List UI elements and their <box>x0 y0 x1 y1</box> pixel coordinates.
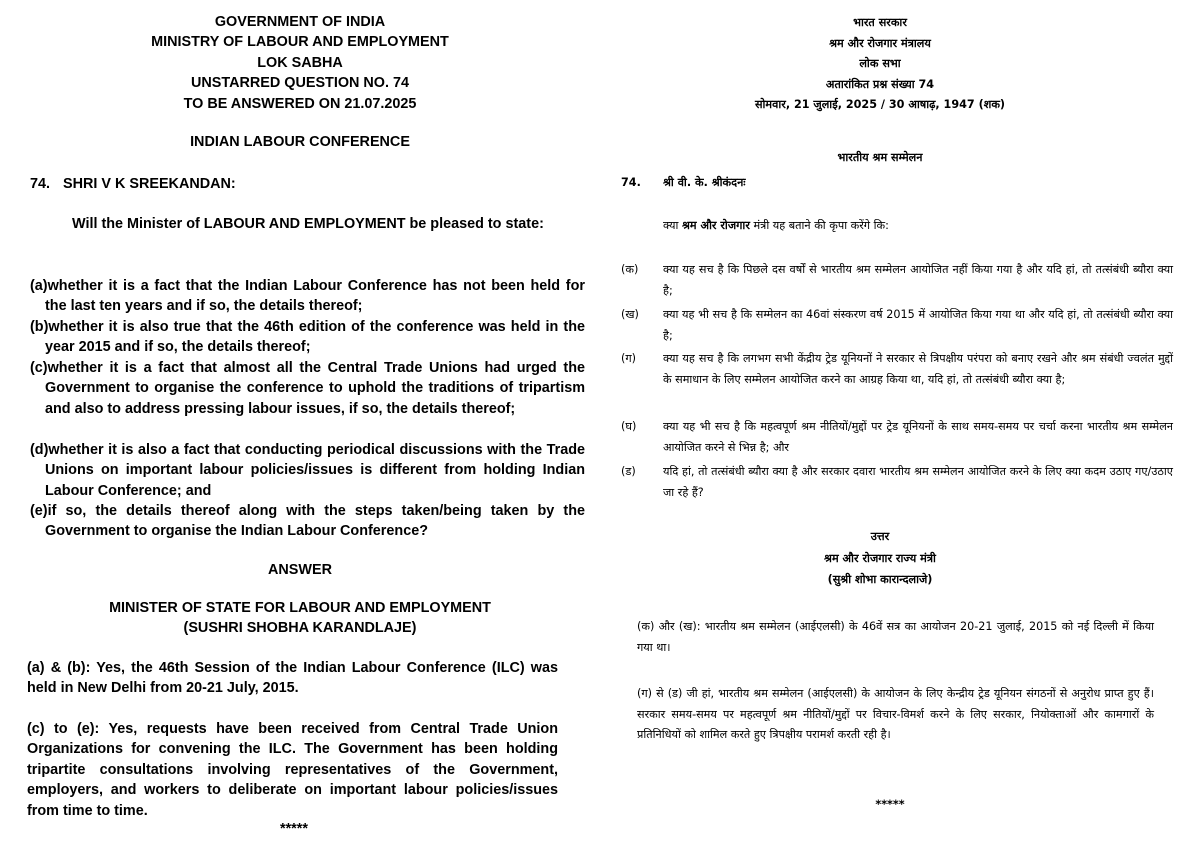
hindi-minister-title: श्रम और रोजगार राज्य मंत्री <box>824 552 936 565</box>
hindi-intro-pre: क्या <box>663 219 682 232</box>
english-minister <box>0 598 600 639</box>
hindi-minister-name: (सुश्री शोभा कारान्दलाजे) <box>827 572 933 586</box>
english-answer-a-b: (a) & (b): Yes, the 46th Session of the Indian Labour Conference (ILC) was held in New Delhi from 20-21 July, 2015. <box>27 660 558 697</box>
hindi-answer-ga-da: (ग) से (ड) जी हां, भारतीय श्रम सम्मेलन (आईएलसी) के आयोजन के लिए केन्द्रीय ट्रेड यूनियन संगठनों से अनुरोध प्राप्त हुए हैं। सरकार समय-समय पर महत्वपूर्ण श्रम नीतियों/मुद्दों पर विचार-विमर्श करने के लिए सरकार, नियोक्ताओं और कामगारों के प्रतिनिधियों को शामिल करते हुए त्रिपक्षीय परामर्श करती रही है। <box>637 687 1154 742</box>
hindi-header-question-number: अतारांकित प्रश्न संख्या 74 <box>825 77 935 91</box>
english-minister-title: MINISTER OF STATE FOR LABOUR AND EMPLOYMENT <box>109 600 491 616</box>
hindi-end-mark: ***** <box>875 798 905 811</box>
english-minister-name: (SUSHRI SHOBHA KARANDLAJE) <box>183 620 417 637</box>
hindi-question-label: (ग) <box>621 352 637 365</box>
header-house: LOK SABHA <box>257 54 343 71</box>
hindi-question-label: (ड) <box>621 465 636 478</box>
header-government: GOVERNMENT OF INDIA <box>214 14 386 30</box>
hindi-question-label: (ख) <box>621 308 639 321</box>
english-header <box>0 12 600 114</box>
hindi-header-date: सोमवार, 21 जुलाई, 2025 / 30 आषाढ़, 1947 (शक) <box>754 98 1006 112</box>
english-question-d: (d)whether it is also a fact that conducting periodical discussions with the Trade Unions on important labour policies/issues is different from holding Indian Labour Conference; and <box>30 442 585 499</box>
hindi-title: भारतीय श्रम सम्मेलन <box>837 151 923 164</box>
hindi-header-house: लोक सभा <box>859 57 901 71</box>
hindi-question-number: 74. <box>621 176 641 189</box>
hindi-member-name: श्री वी. के. श्रीकंदनः <box>663 176 746 189</box>
hindi-question-text: क्या यह भी सच है कि महत्वपूर्ण श्रम नीतियों/मुद्दों पर ट्रेड यूनियनों के साथ समय-समय पर चर्चा करना भारतीय श्रम सम्मेलन आयोजित करने से भिन्न है; और <box>663 420 1173 454</box>
hindi-column <box>600 0 1200 846</box>
hindi-question-label: (क) <box>621 263 639 276</box>
hindi-intro <box>663 216 889 237</box>
english-question-number: 74. <box>30 176 51 192</box>
header-question-number: UNSTARRED QUESTION NO. 74 <box>190 75 410 92</box>
hindi-intro-post: मंत्री यह बताने की कृपा करेंगे कि: <box>749 219 889 232</box>
english-end-mark: ***** <box>279 821 308 837</box>
english-member-name: SHRI V K SREEKANDAN: <box>63 176 236 192</box>
hindi-header-government: भारत सरकार <box>853 16 907 29</box>
hindi-answer-heading: उत्तर <box>870 530 890 543</box>
english-question-b: (b)whether it is also true that the 46th edition of the conference was held in the year 2015 and if so, the details thereof; <box>30 319 585 356</box>
hindi-question-text: क्या यह सच है कि लगभग सभी केंद्रीय ट्रेड यूनियनों ने सरकार से त्रिपक्षीय परंपरा को बनाए रखने और श्रम संबंधी ज्वलंत मुद्दों के समाधान के लिए सम्मेलन आयोजित करने का आग्रह किया था, यदि हां, तो तत्संबंधी ब्यौरा क्या है; <box>663 352 1173 386</box>
english-answer-c-e: (c) to (e): Yes, requests have been received from Central Trade Union Organizations for convening the ILC. The Government has been holding tripartite consultations involving representatives of the Government, employers, and workers to deliberate on important labour policies/issues from time to time. <box>27 721 558 819</box>
hindi-intro-ministry: श्रम और रोजगार <box>681 219 750 232</box>
english-answer-heading: ANSWER <box>268 562 332 578</box>
hindi-header <box>600 13 1160 116</box>
hindi-question-text: यदि हां, तो तत्संबंधी ब्यौरा क्या है और सरकार दवारा भारतीय श्रम सम्मेलन आयोजित करने के लिए क्या कदम उठाए गए/उठाए जा रहे हैं? <box>663 465 1173 499</box>
header-answer-date: TO BE ANSWERED ON 21.07.2025 <box>183 95 417 112</box>
english-intro: Will the Minister of LABOUR AND EMPLOYMENT be pleased to state: <box>72 216 544 232</box>
hindi-answer-ka-kha: (क) और (ख): भारतीय श्रम सम्मेलन (आईएलसी) के 46वें सत्र का आयोजन 20-21 जुलाई, 2015 को नई दिल्ली में किया गया था। <box>637 620 1154 654</box>
hindi-question-text: क्या यह भी सच है कि सम्मेलन का 46वां संस्करण वर्ष 2015 में आयोजित किया गया था और यदि हां, तो तत्संबंधी ब्यौरा क्या है; <box>663 308 1173 342</box>
header-ministry: MINISTRY OF LABOUR AND EMPLOYMENT <box>151 34 449 51</box>
hindi-question-text: क्या यह सच है कि पिछले दस वर्षों से भारतीय श्रम सम्मेलन आयोजित नहीं किया गया है और यदि हां, तो तत्संबंधी ब्यौरा क्या है; <box>663 263 1173 297</box>
english-question-e: (e)if so, the details thereof along with the steps taken/being taken by the Government to organise the Indian Labour Conference? <box>30 503 585 540</box>
english-question-c: (c)whether it is a fact that almost all the Central Trade Unions had urged the Government to organise the conference to uphold the traditions of tripartism and also to address pressing labour issues, if so, the details thereof; <box>30 360 585 417</box>
english-title: INDIAN LABOUR CONFERENCE <box>190 134 410 150</box>
english-question-a: (a)whether it is a fact that the Indian Labour Conference has not been held for the last ten years and if so, the details thereof; <box>30 278 585 315</box>
hindi-header-ministry: श्रम और रोजगार मंत्रालय <box>829 36 931 50</box>
hindi-question-label: (घ) <box>621 420 637 433</box>
hindi-minister <box>600 549 1160 590</box>
